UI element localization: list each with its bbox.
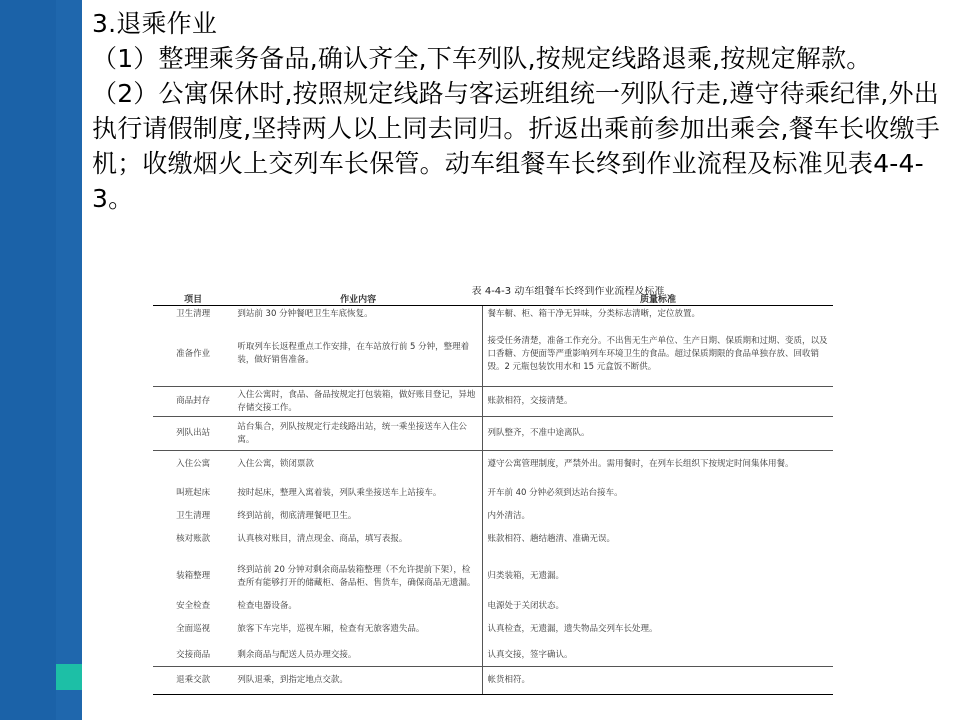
cell-item: 列队出站 <box>153 417 233 451</box>
cell-content: 旅客下车完毕，巡视车厢，检查有无旅客遗失品。 <box>233 615 483 645</box>
cell-standard: 认真交接，签字确认。 <box>483 645 833 667</box>
left-accent-bar <box>56 0 82 720</box>
procedure-table <box>153 296 833 695</box>
cell-standard: 餐车橱、柜、箱干净无异味，分类标志清晰，定位放置。 <box>487 308 700 319</box>
cell-standard: 帐货相符。 <box>483 667 833 695</box>
table-row <box>153 615 833 645</box>
cell-content: 认真核对账目，清点现金、商品，填写表报。 <box>233 525 483 555</box>
slide-body <box>92 6 952 216</box>
table-row <box>153 306 833 323</box>
cell-standard: 列队整齐，不准中途离队。 <box>483 417 833 451</box>
table-row <box>153 479 833 509</box>
cell-content: 入住公寓，锁闭票款 <box>233 451 483 479</box>
cell-content: 检查电器设备。 <box>233 599 483 615</box>
teal-accent-square <box>56 664 82 690</box>
table-row <box>153 645 833 667</box>
cell-item: 全面巡视 <box>176 624 211 634</box>
table-row <box>153 509 833 525</box>
table-row <box>153 599 833 615</box>
table-row <box>153 525 833 555</box>
cell-item: 装箱整理 <box>176 571 211 581</box>
col-header-standard: 质量标准 <box>483 296 833 306</box>
cell-item: 入住公寓 <box>176 459 211 470</box>
table-row <box>153 323 833 387</box>
table-row <box>153 451 833 479</box>
cell-standard: 账款相符、趟结趟清、准确无误。 <box>487 534 615 544</box>
cell-item: 叫班起床 <box>176 488 211 498</box>
cell-standard: 归类装箱，无遗漏。 <box>487 571 564 581</box>
paragraph-1: （1）整理乘务备品,确认齐全,下车列队,按规定线路退乘,按规定解款。 <box>92 44 872 73</box>
col-header-item: 项目 <box>153 296 233 306</box>
cell-item: 卫生清理 <box>176 511 211 521</box>
cell-content: 到站前 30 分钟餐吧卫生车底恢复。 <box>233 306 483 323</box>
table-image <box>138 286 832 706</box>
cell-content: 终到站前 20 分钟对剩余商品装箱整理（不允许提前下架），检查所有能够打开的储藏柜、备品柜、售货车，确保商品无遗漏。 <box>233 555 483 599</box>
cell-item: 商品封存 <box>153 387 233 417</box>
cell-content: 剩余商品与配送人员办理交接。 <box>233 645 483 667</box>
table-row <box>153 555 833 599</box>
cell-standard: 认真检查，无遗漏，遗失物品交列车长处理。 <box>487 624 658 634</box>
cell-content: 按时起床，整理入寓着装，列队乘坐接送车上站接车。 <box>233 479 483 509</box>
left-blue-bar <box>0 0 56 720</box>
col-header-content: 作业内容 <box>233 296 483 306</box>
cell-item: 安全检查 <box>176 601 211 611</box>
cell-item: 退乘交款 <box>153 667 233 695</box>
cell-standard: 内外清洁。 <box>487 511 530 521</box>
section-heading: 3.退乘作业 <box>92 9 218 38</box>
cell-standard: 账款相符，交接清楚。 <box>483 387 833 417</box>
cell-content: 终到站前，彻底清理餐吧卫生。 <box>233 509 483 525</box>
cell-content: 站台集合，列队按规定行走线路出站，统一乘坐接送车入住公寓。 <box>233 417 483 451</box>
table-row <box>153 387 833 417</box>
paragraph-2: （2）公寓保休时,按照规定线路与客运班组统一列队行走,遵守待乘纪律,外出执行请假制度,坚持两人以上同去同归。折返出乘前参加出乘会,餐车长收缴手机；收缴烟火上交列车长保管。动车组餐车长终到作业流程及标准见表4-4-3。 <box>92 79 940 213</box>
cell-standard: 电源处于关闭状态。 <box>487 601 564 611</box>
cell-item: 卫生清理 <box>176 308 211 319</box>
cell-content: 入住公寓时，食品、备品按规定打包装箱，做好账目登记，异地存储交接工作。 <box>233 387 483 417</box>
cell-item: 核对账款 <box>176 534 211 544</box>
cell-standard: 遵守公寓管理制度，严禁外出。需用餐时，在列车长组织下按规定时间集体用餐。 <box>487 459 794 470</box>
table-caption: 表 4-4-3 动车组餐车长终到作业流程及标准 <box>471 286 665 297</box>
table-row <box>153 417 833 451</box>
cell-standard: 开车前 40 分钟必须到达站台接车。 <box>487 488 623 498</box>
cell-standard: 接受任务清楚，准备工作充分。不出售无生产单位、生产日期、保质期和过期、变质，以及口香糖、方便面等严重影响列车环境卫生的食品。超过保质期限的食品单独存放、回收销毁。2 元瓶包装饮用水和 15 元盒饭不断供。 <box>483 323 833 387</box>
cell-item: 交接商品 <box>153 645 233 667</box>
cell-item: 准备作业 <box>153 323 233 387</box>
cell-content: 听取列车长返程重点工作安排，在车站放行前 5 分钟，整理着装，做好销售准备。 <box>233 323 483 387</box>
table-row <box>153 667 833 695</box>
cell-content: 列队退乘，到指定地点交款。 <box>233 667 483 695</box>
